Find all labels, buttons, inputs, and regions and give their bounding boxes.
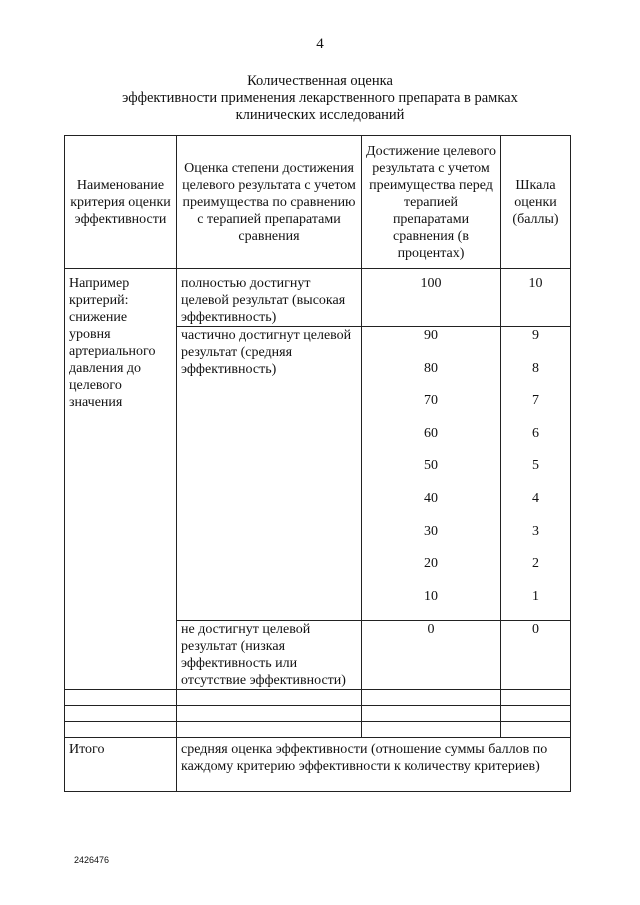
partial-label: частично достигнут целевой результат (средняя эффективность) xyxy=(177,327,362,621)
empty-cell xyxy=(501,690,571,706)
empty-row xyxy=(65,690,571,706)
header-row xyxy=(65,136,571,269)
partial-score: 3 xyxy=(532,523,539,539)
header-criterion: Наименование критерия оценки эффективности xyxy=(65,136,177,269)
total-text: средняя оценка эффективности (отношение суммы баллов по каждому критерию эффективности к количеству критериев) xyxy=(177,738,571,792)
partial-percent: 40 xyxy=(424,490,438,506)
full-percent: 100 xyxy=(362,269,501,327)
row-total xyxy=(65,738,571,792)
partial-score: 9 xyxy=(532,328,539,343)
partial-score: 5 xyxy=(532,458,539,474)
partial-score: 7 xyxy=(532,393,539,409)
title-line-1: Количественная оценка xyxy=(247,73,393,89)
partial-percent: 60 xyxy=(424,425,438,441)
empty-cell xyxy=(65,690,177,706)
empty-cell xyxy=(177,690,362,706)
none-percent: 0 xyxy=(362,621,501,690)
title-line-2: эффективности применения лекарственного препарата в рамках xyxy=(122,90,518,106)
empty-cell xyxy=(177,722,362,738)
empty-cell xyxy=(65,722,177,738)
empty-cell xyxy=(65,706,177,722)
header-assessment: Оценка степени достижения целевого результата с учетом преимущества по сравнению с терапией препаратами сравнения xyxy=(177,136,362,269)
efficiency-table xyxy=(64,135,571,792)
page-number: 4 xyxy=(316,36,324,52)
header-score: Шкала оценки (баллы) xyxy=(501,136,571,269)
full-score: 10 xyxy=(501,269,571,327)
partial-percent: 80 xyxy=(424,360,438,376)
partial-percent: 30 xyxy=(424,523,438,539)
empty-cell xyxy=(362,722,501,738)
empty-row xyxy=(65,722,571,738)
partial-percent: 90 xyxy=(424,328,438,343)
partial-percent: 10 xyxy=(424,588,438,604)
total-label: Итого xyxy=(65,738,177,792)
partial-percent: 50 xyxy=(424,458,438,474)
document-title xyxy=(60,73,580,124)
none-score: 0 xyxy=(501,621,571,690)
header-percent: Достижение целевого результата с учетом преимущества перед терапией препаратами сравнения (в процентах) xyxy=(362,136,501,269)
partial-percent: 70 xyxy=(424,393,438,409)
empty-cell xyxy=(362,706,501,722)
partial-score: 6 xyxy=(532,425,539,441)
partial-score: 4 xyxy=(532,490,539,506)
document-id: 2426476 xyxy=(74,855,110,865)
full-label: полностью достигнут целевой результат (высокая эффективность) xyxy=(177,269,362,327)
partial-score: 2 xyxy=(532,556,539,572)
empty-cell xyxy=(501,722,571,738)
partial-score: 8 xyxy=(532,360,539,376)
partial-scores xyxy=(501,327,571,621)
empty-row xyxy=(65,706,571,722)
criterion-cell: Например критерий: снижение уровня артериального давления до целевого значения xyxy=(65,269,177,690)
none-label: не достигнут целевой результат (низкая эффективность или отсутствие эффективности) xyxy=(177,621,362,690)
title-line-3: клинических исследований xyxy=(235,107,405,123)
partial-percent: 20 xyxy=(424,556,438,572)
partial-percents xyxy=(362,327,501,621)
empty-cell xyxy=(501,706,571,722)
row-full xyxy=(65,269,571,327)
empty-cell xyxy=(177,706,362,722)
empty-cell xyxy=(362,690,501,706)
partial-score: 1 xyxy=(532,588,539,604)
